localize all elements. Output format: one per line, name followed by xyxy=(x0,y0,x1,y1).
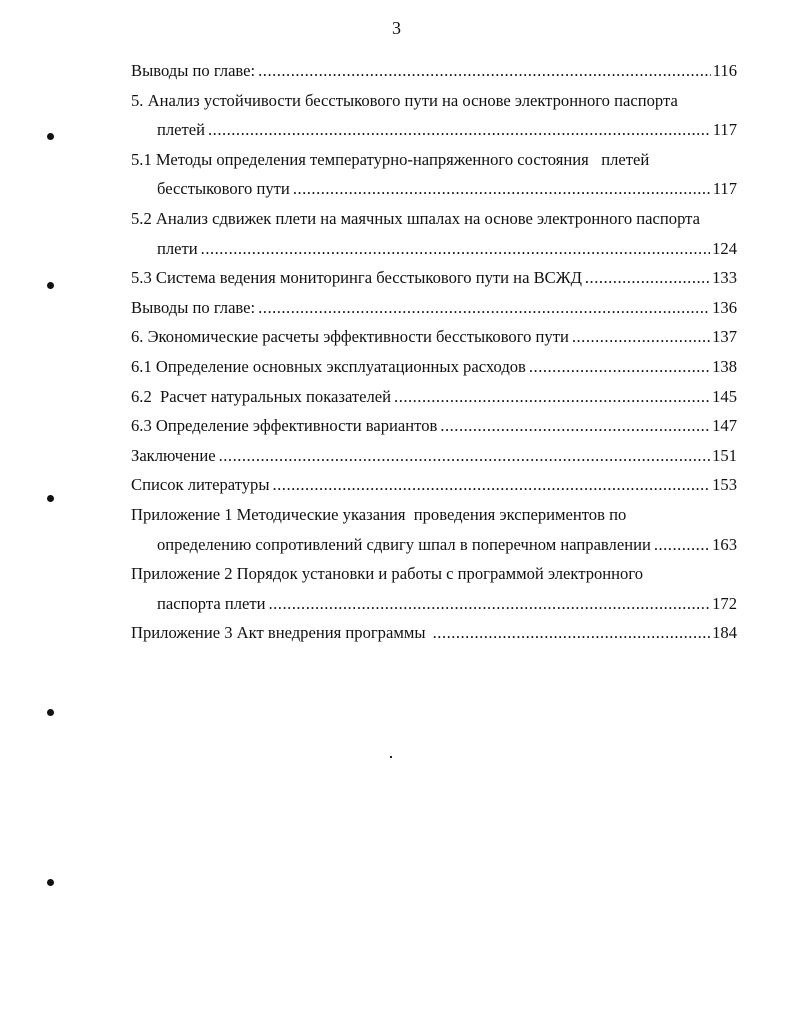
toc-entry-title: Заключение xyxy=(131,445,216,465)
toc-entry-title: Приложение 2 Порядок установки и работы с программой электронного xyxy=(131,564,644,584)
toc-entry-page: 163 xyxy=(712,534,737,554)
toc-entry-title-continued: плети xyxy=(157,238,198,258)
toc-entry-title: 5.2 Анализ сдвижек плети на маячных шпалах на основе электронного паспорта xyxy=(131,208,700,228)
toc-entry-page: 138 xyxy=(712,356,737,376)
toc-entry-page: 133 xyxy=(712,268,737,288)
toc-entry xyxy=(131,145,737,204)
toc-entry xyxy=(131,411,737,441)
binding-hole-mark xyxy=(47,495,54,502)
toc-entry-page: 124 xyxy=(712,238,737,258)
toc-entry-title: 5.1 Методы определения температурно-напряженного состояния плетей xyxy=(131,149,650,169)
toc-entry-page: 153 xyxy=(712,475,737,495)
toc-entry-title: 5.3 Система ведения мониторинга бесстыкового пути на ВСЖД xyxy=(131,268,582,288)
dot-leader xyxy=(654,530,710,560)
dot-leader xyxy=(258,293,710,323)
toc-entry-title: Приложение 3 Акт внедрения программы xyxy=(131,623,430,643)
toc-entry-title: Список литературы xyxy=(131,475,270,495)
toc-entry-page: 172 xyxy=(712,593,737,613)
toc-entry xyxy=(131,293,737,323)
binding-hole-mark xyxy=(47,879,54,886)
toc-entry-title-continued: плетей xyxy=(157,120,206,140)
toc-entry xyxy=(131,263,737,293)
toc-entry-title: Приложение 1 Методические указания проведения экспериментов по xyxy=(131,504,627,524)
dot-leader xyxy=(440,411,710,441)
toc-entry-title: Выводы по главе: xyxy=(131,61,256,80)
page-number: 3 xyxy=(392,18,401,38)
scan-speck xyxy=(390,756,392,758)
toc-entry-title: 6.2 Расчет натуральных показателей xyxy=(131,386,392,406)
dot-leader xyxy=(201,234,710,264)
toc-entry xyxy=(131,86,737,145)
toc-entry-title: 5. Анализ устойчивости бесстыкового пути на основе электронного паспорта xyxy=(131,90,678,110)
toc-entry-page: 147 xyxy=(712,416,737,436)
dot-leader xyxy=(269,589,711,619)
toc-entry xyxy=(131,470,737,500)
toc-entry xyxy=(131,322,737,352)
toc-entry-title-continued: определению сопротивлений сдвигу шпал в поперечном направлении xyxy=(157,534,651,554)
dot-leader xyxy=(529,352,710,382)
dot-leader xyxy=(208,115,711,145)
toc-entry-title-continued: бесстыкового пути xyxy=(157,179,290,199)
toc-entry-page: 151 xyxy=(712,445,737,465)
toc-entry-page: 116 xyxy=(712,61,737,80)
toc-entry xyxy=(131,618,737,648)
toc-entry xyxy=(131,56,737,86)
toc-entry-title: Выводы по главе: xyxy=(131,297,256,317)
dot-leader xyxy=(572,322,710,352)
toc-entry-page: 117 xyxy=(712,179,737,199)
toc-entry-title: 6. Экономические расчеты эффективности бесстыкового пути xyxy=(131,327,569,347)
toc-entry-page: 145 xyxy=(712,386,737,406)
toc-entry xyxy=(131,559,737,618)
dot-leader xyxy=(258,56,711,86)
toc-entry-page: 184 xyxy=(712,623,737,643)
toc-entry xyxy=(131,204,737,263)
toc-entry-title: 6.3 Определение эффективности вариантов xyxy=(131,416,438,436)
toc-entry-page: 137 xyxy=(712,327,737,347)
toc-entry xyxy=(131,352,737,382)
toc-entry xyxy=(131,500,737,559)
dot-leader xyxy=(394,382,710,412)
binding-hole-mark xyxy=(47,282,54,289)
dot-leader xyxy=(293,174,711,204)
dot-leader xyxy=(585,263,710,293)
toc-entry-page: 117 xyxy=(712,120,737,140)
binding-hole-mark xyxy=(47,133,54,140)
toc-entry-title: 6.1 Определение основных эксплуатационных расходов xyxy=(131,356,526,376)
toc-entry xyxy=(131,441,737,471)
toc-entry-page: 136 xyxy=(712,297,737,317)
toc-entry xyxy=(131,382,737,412)
binding-hole-mark xyxy=(47,709,54,716)
dot-leader xyxy=(433,618,710,648)
toc-entry-title-continued: паспорта плети xyxy=(157,593,266,613)
dot-leader xyxy=(273,470,711,500)
dot-leader xyxy=(219,441,710,471)
table-of-contents xyxy=(131,56,737,648)
